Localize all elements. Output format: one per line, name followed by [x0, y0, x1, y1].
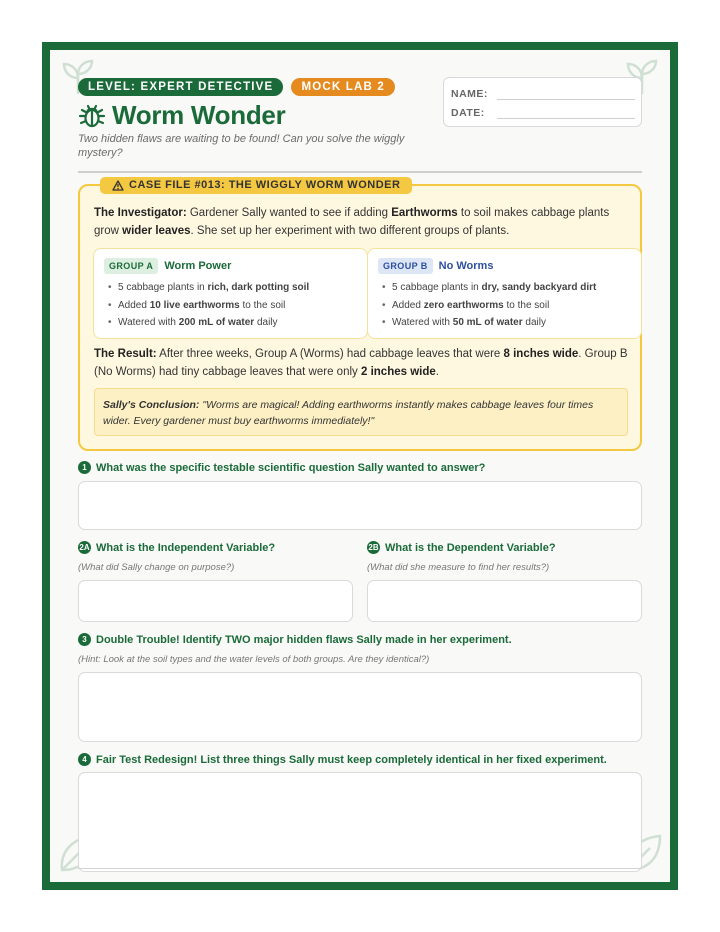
answer-box-2a[interactable]	[78, 580, 353, 622]
group-b-tag: GROUP B	[378, 258, 433, 274]
list-item: • 5 cabbage plants in rich, dark potting soil	[108, 279, 309, 297]
question-number: 2A	[79, 543, 90, 552]
list-item: • 5 cabbage plants in dry, sandy backyard dirt	[382, 279, 596, 297]
list-item: • Watered with 200 mL of water daily	[108, 314, 309, 332]
answer-box-4[interactable]	[78, 772, 642, 872]
question-number: 3	[78, 633, 91, 646]
divider	[78, 171, 642, 173]
title-row	[78, 100, 285, 131]
conclusion-text: "Worms are magical! Adding earthworms instantly makes cabbage leaves four times wider. Every gardener must buy earthworms immediately!"	[103, 399, 594, 427]
question-text: What is the Independent Variable?	[96, 541, 276, 554]
group-a-card	[93, 248, 368, 339]
case-file-tab	[100, 177, 412, 194]
question-text: Double Trouble! Identify TWO major hidden flaws Sally made in her experiment.	[96, 633, 512, 646]
page-title: Worm Wonder	[112, 100, 286, 130]
result-paragraph: The Result: After three weeks, Group A (Worms) had cabbage leaves that were 8 inches wide. Group B (No Worms) had tiny cabbage leaves that were only 2 inches wide.	[94, 348, 628, 378]
group-a-list	[108, 279, 309, 332]
question-number: 1	[78, 461, 91, 474]
name-row	[451, 88, 635, 100]
level-badge: LEVEL: EXPERT DETECTIVE	[78, 78, 283, 96]
name-date-box	[443, 77, 642, 127]
question-text: What is the Dependent Variable?	[385, 541, 556, 554]
question-number: 4	[78, 753, 91, 766]
date-field[interactable]	[497, 109, 635, 119]
name-field[interactable]	[497, 90, 635, 100]
case-file-title: CASE FILE #013: THE WIGGLY WORM WONDER	[129, 179, 401, 191]
question-hint: (Hint: Look at the soil types and the water levels of both groups. Are they identical?)	[78, 654, 430, 665]
bug-icon	[78, 102, 106, 130]
group-b-card	[367, 248, 642, 339]
date-label: DATE:	[451, 107, 485, 119]
question-text: Fair Test Redesign! List three things Sally must keep completely identical in her fixed experiment.	[96, 753, 607, 766]
answer-box-2b[interactable]	[367, 580, 642, 622]
group-b-list	[382, 279, 596, 332]
date-row	[451, 107, 635, 119]
warning-icon	[112, 180, 124, 191]
question-number: 2B	[368, 543, 379, 552]
group-a-name: Worm Power	[164, 260, 232, 272]
question-4	[78, 753, 607, 766]
question-hint: (What did Sally change on purpose?)	[78, 562, 235, 573]
list-item: • Added 10 live earthworms to the soil	[108, 297, 309, 315]
question-2b	[367, 541, 556, 554]
list-item: • Added zero earthworms to the soil	[382, 297, 596, 315]
question-3	[78, 633, 512, 646]
group-b-name: No Worms	[438, 260, 494, 272]
name-label: NAME:	[451, 88, 488, 100]
worksheet	[50, 50, 670, 882]
list-item: • Watered with 50 mL of water daily	[382, 314, 596, 332]
footer-divider	[78, 868, 642, 869]
conclusion-label: Sally's Conclusion:	[103, 399, 200, 411]
conclusion-callout	[94, 388, 628, 436]
result-label: The Result:	[94, 348, 157, 360]
investigator-label: The Investigator:	[94, 207, 187, 219]
badge-row	[78, 78, 395, 96]
answer-box-1[interactable]	[78, 481, 642, 530]
question-text: What was the specific testable scientific question Sally wanted to answer?	[96, 461, 486, 474]
group-a-tag: GROUP A	[104, 258, 158, 274]
question-hint: (What did she measure to find her results?)	[367, 562, 550, 573]
mock-lab-badge: MOCK LAB 2	[291, 78, 395, 96]
subtitle: Two hidden flaws are waiting to be found! Can you solve the wiggly mystery?	[78, 133, 405, 159]
question-1	[78, 461, 485, 474]
investigator-paragraph: The Investigator: Gardener Sally wanted to see if adding Earthworms to soil makes cabbage plants grow wider leaves. She set up her experiment with two different groups of plants.	[94, 207, 610, 237]
question-2a	[78, 541, 275, 554]
answer-box-3[interactable]	[78, 672, 642, 742]
